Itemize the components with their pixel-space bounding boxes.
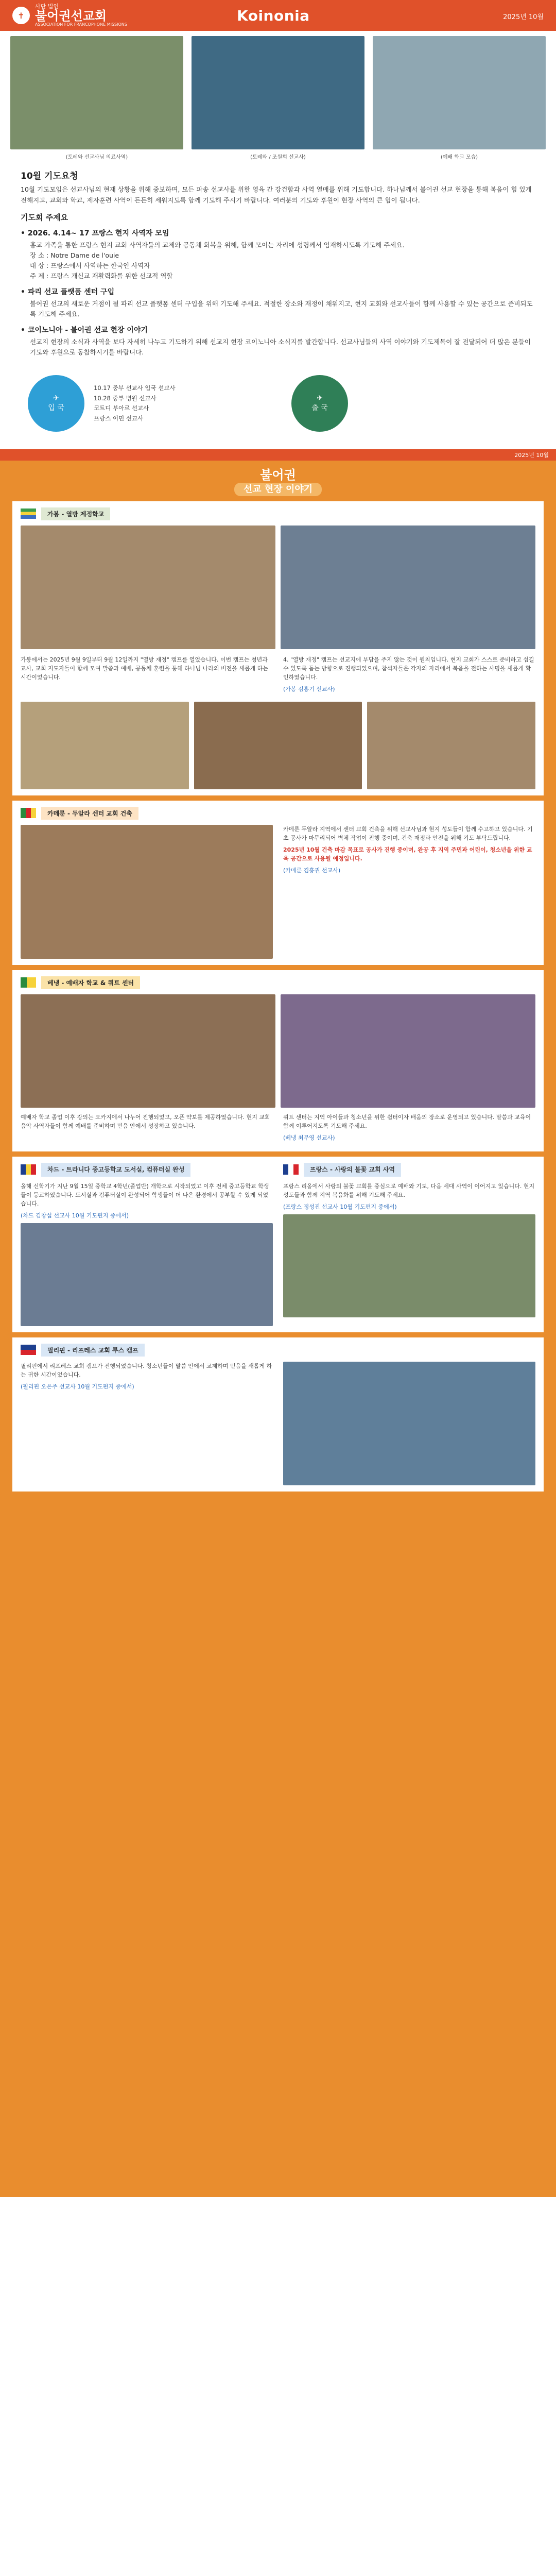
story-credit: (필리핀 오은주 선교사 10월 기도편지 중에서) <box>21 1383 134 1390</box>
arrival-badge: ✈ 입 국 <box>28 375 84 432</box>
prayer-detail: 선교지 현장의 소식과 사역을 보다 자세히 나누고 기도하기 위해 선교지 현장 코이노니아 소식지를 발간합니다. 선교사님들의 사역 이야기와 기도제목이 잘 전달되어 더 많은 분들이 기도와 후원으로 동참하시기를 바랍니다. <box>30 338 531 357</box>
top-photo-row <box>0 31 556 160</box>
story-photo <box>367 702 535 789</box>
departure-card <box>284 368 535 439</box>
prayer-topic: • 코이노니아 - 불어권 선교 현장 이야기 <box>21 326 148 335</box>
story-text-left: 가봉에서는 2025년 9월 9일부터 9월 12일까지 "열방 재정" 캠프를 열었습니다. 이번 캠프는 청년과 교사, 교회 지도자들이 함께 모여 말씀과 예배, 공동체 훈련을 통해 하나님 나라의 비전을 새롭게 하는 시간이었습니다. <box>21 656 268 681</box>
photo-caption: (토레와 / 조원회 선교사) <box>250 155 306 160</box>
photo-missionary-family <box>192 36 364 149</box>
flag-icon <box>21 1164 36 1175</box>
story-gabon <box>12 501 544 795</box>
story-credit: (프랑스 정성진 선교사 10월 기도편지 중에서) <box>283 1203 397 1210</box>
story-tag: 필리핀 - 리프레스 교회 투스 캠프 <box>41 1344 145 1357</box>
story-tag: 베냉 - 예배자 학교 & 쿼트 센터 <box>41 976 140 989</box>
newsletter-header <box>0 0 556 31</box>
top-photo-2 <box>192 36 364 160</box>
story-credit: (카메룬 김흥권 선교사) <box>283 867 341 874</box>
story-france: 프랑스 - 사랑의 불꽃 교회 사역 프랑스 리옹에서 사랑의 불꽃 교회를 중심으로 예배와 기도, 다음 세대 사역이 이어지고 있습니다. 현지 성도들과 함께 지역 복음화를 위해 기도해 주세요. (프랑스 정성진 선교사 10월 기도편지 중에서) <box>283 1163 535 1326</box>
photo-medical-ministry <box>10 36 183 149</box>
issue-date: 2025년 10월 <box>503 13 544 21</box>
plane-icon: ✈ <box>317 394 323 403</box>
story-credit: (베냉 최무영 선교사) <box>283 1134 335 1141</box>
plane-icon: ✈ <box>53 394 59 403</box>
story-text-right: 카메룬 두알라 지역에서 센터 교회 건축을 위해 선교사님과 현지 성도들이 함께 수고하고 있습니다. 기초 공사가 마무리되어 벽체 작업이 진행 중이며, 건축 재정과 안전을 위해 기도 부탁드립니다. 2025년 10월 건축 마감 목표로 공사가 진행 중이며, 완공 후 지역 주민과 어린이, 청소년을 위한 교육 공간으로 사용될 예정입니다. (카메룬 김흥권 선교사) <box>283 825 535 959</box>
story-photo <box>21 1223 273 1326</box>
prayer-detail: 대 상 : 프랑스에서 사역하는 한국인 사역자 <box>30 262 150 270</box>
newsletter-title: Koinonia <box>237 7 310 24</box>
story-photo <box>194 702 362 789</box>
story-benin: 베냉 - 예배자 학교 & 쿼트 센터 예배자 학교 졸업 이후 강의는 오카지에서 나누어 진행되었고, 오픈 약보를 제공하였습니다. 현지 교회 음악 사역자들이 함께 예배를 준비하며 믿음 안에서 성장하고 있습니다. 쿼트 센터는 지역 아이들과 청소년을 위한 쉼터이자 배움의 장소로 운영되고 있습니다. 말씀과 교육이 함께 이루어지도록 기도해 주세요. (베냉 최무영 선교사) <box>12 970 544 1151</box>
story-photo <box>21 825 273 959</box>
story-photo <box>21 526 275 649</box>
photo-caption: (토레와 선교사님 의료사역) <box>65 155 128 160</box>
story-text-right: 4. "열방 재정" 캠프는 선교지에 부담을 주지 않는 것이 원칙입니다. 현지 교회가 스스로 준비하고 섬길 수 있도록 돕는 방향으로 진행되었으며, 참석자들은 각자의 자리에서 복음을 전하는 사명을 새롭게 확인하였습니다. (가봉 김홍기 선교사) <box>283 655 535 697</box>
departure-badge: ✈ 출 국 <box>291 375 348 432</box>
story-chad-france <box>12 1157 544 1332</box>
flag-icon <box>21 977 36 988</box>
band-title: 불어권 선교 현장 이야기 <box>12 468 544 496</box>
story-philippines: 필리핀 - 리프레스 교회 투스 캠프 필리핀에서 리프레스 교회 캠프가 진행되었습니다. 청소년들이 말씀 안에서 교제하며 믿음을 새롭게 하는 귀한 시간이었습니다. (필리핀 오은주 선교사 10월 기도편지 중에서) <box>12 1337 544 1492</box>
arrival-card <box>21 368 272 439</box>
story-tag: 프랑스 - 사랑의 불꽃 교회 사역 <box>304 1163 401 1177</box>
story-tag: 차드 - 트라니다 중고등학교 도서실, 컴퓨터실 완성 <box>41 1163 190 1177</box>
top-photo-1 <box>10 36 183 160</box>
photo-school <box>373 36 546 149</box>
story-photo <box>281 526 535 649</box>
prayer-detail: 장 소 : Notre Dame de l'ouie <box>30 251 119 260</box>
flag-icon <box>283 1164 299 1175</box>
prayer-detail: 주 제 : 프랑스 개신교 재활력화를 위한 선교적 역할 <box>30 272 173 280</box>
prayer-detail: 불어권 선교의 새로운 거점이 될 파리 선교 플랫폼 센터 구입을 위해 기도해 주세요. 적절한 장소와 재정이 채워지고, 현지 교회와 선교사들이 함께 사용할 수 있는 공간으로 준비되도록 기도해 주세요. <box>30 300 533 318</box>
prayer-topic: • 파리 선교 플랫폼 센터 구입 <box>21 288 115 297</box>
story-cameroon <box>12 801 544 965</box>
flag-icon <box>21 509 36 519</box>
flag-icon <box>21 1345 36 1355</box>
logo-icon: ✝ <box>12 7 30 24</box>
prayer-title: 10월 기도요청 <box>21 171 78 181</box>
prayer-detail: 홍교 가족을 통한 프랑스 현지 교회 사역자들의 교제와 공동체 회복을 위해, 함께 모이는 자리에 성령께서 임재하시도록 기도해 주세요. <box>30 241 405 249</box>
story-photo <box>281 994 535 1108</box>
story-tag: 가봉 - 열방 제정학교 <box>41 507 110 520</box>
prayer-topic: • 2026. 4.14~ 17 프랑스 현지 사역자 모임 <box>21 229 169 238</box>
story-credit: (차드 김창섭 선교사 10월 기도편지 중에서) <box>21 1212 129 1219</box>
org-logo: 사단 법인 불어권선교회 ASSOCIATION FOR FRANCOPHONE MISSIONS <box>35 3 127 27</box>
story-photo <box>283 1214 535 1317</box>
prayer-intro: 10월 기도모임은 선교사님의 현재 상황을 위해 중보하며, 모든 파송 선교사를 위한 영육 간 강건함과 사역 열매를 위해 기도합니다. 하나님께서 불어권 선교 현장을 통해 복음이 힘 있게 전해지고, 교회와 학교, 제자훈련 사역이 든든히 세워지도록 함께 기도해 주시기 바랍니다. 여러분의 기도와 후원이 현장 사역의 큰 힘이 됩니다. <box>21 185 532 204</box>
story-credit: (가봉 김홍기 선교사) <box>283 685 335 692</box>
photo-caption: (예배 학교 모습) <box>440 155 478 160</box>
story-chad: 차드 - 트라니다 중고등학교 도서실, 컴퓨터실 완성 올해 신학기가 지난 9월 15일 중학교 4학년(졸업반) 개학으로 시작되었고 이후 전체 중고등학교 학생들이 등교하였습니다. 도서실과 컴퓨터실이 완성되어 학생들이 더 나은 환경에서 공부할 수 있게 되었습니다. (차드 김창섭 선교사 10월 기도편지 중에서) <box>21 1163 273 1326</box>
story-tag: 카메룬 - 두알라 센터 교회 건축 <box>41 807 138 820</box>
top-photo-3 <box>373 36 546 160</box>
story-photo <box>283 1362 535 1485</box>
arrival-list: 10.17 중부 선교사 입국 선교사 10.28 중부 병원 선교사 코트디 부아르 선교사 프랑스 이민 선교사 <box>94 384 176 422</box>
prayer-topics-title: 기도회 주제요 <box>21 213 68 223</box>
field-stories-band <box>0 461 556 2197</box>
story-photo <box>21 994 275 1108</box>
section-date: 2025년 10월 <box>0 449 556 461</box>
prayer-section <box>0 160 556 358</box>
missionary-schedule <box>0 358 556 449</box>
story-photo <box>21 702 189 789</box>
flag-icon <box>21 808 36 818</box>
